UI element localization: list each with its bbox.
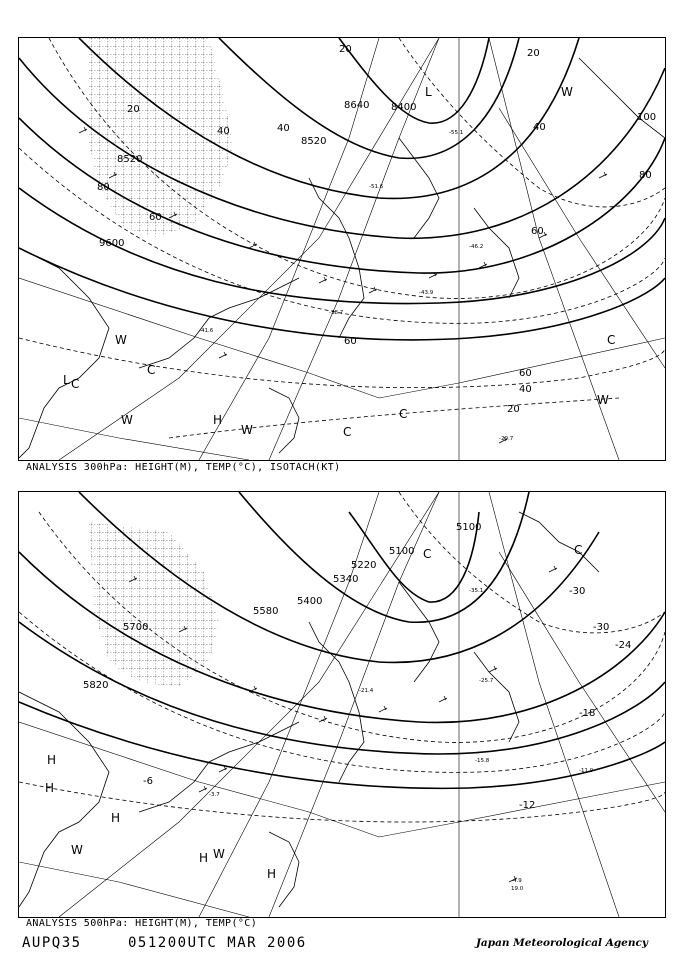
isotach-label-20b: 20	[507, 404, 520, 415]
isotach-label-40c: 40	[277, 123, 290, 134]
center-w-3: W	[241, 423, 253, 437]
isotach-label-40d: 40	[533, 122, 546, 133]
height-label-8400: 8400	[391, 102, 417, 113]
temp-label-30: -30	[593, 622, 610, 633]
center-w-5: W	[561, 85, 573, 99]
center-h-5: H	[45, 781, 55, 795]
plateau-hatch	[89, 522, 219, 687]
station-value-6: -51.6	[369, 184, 384, 190]
isotach-label-80b: 80	[97, 182, 110, 193]
isotach-label-60c: 60	[519, 368, 532, 379]
height-label-9600: 9600	[99, 238, 125, 249]
temp-label-12: -12	[519, 800, 536, 811]
center-c-2: C	[71, 377, 80, 391]
isotach-label-20c: 20	[339, 44, 352, 55]
station-value-1: -29.7	[499, 436, 514, 442]
height-label-5820: 5820	[83, 680, 109, 691]
height-label-5580: 5580	[253, 606, 279, 617]
isotach-label-20d: 20	[527, 48, 540, 59]
center-c-3: C	[399, 407, 408, 421]
map-300hpa-canvas	[19, 38, 665, 460]
center-c-5: C	[607, 333, 616, 347]
station-value-5: -15.8	[475, 758, 490, 764]
isotach-label-40b: 40	[519, 384, 532, 395]
center-c-1: C	[423, 547, 432, 561]
height-label-8520-west: 8520	[117, 154, 143, 165]
center-h: H	[213, 413, 223, 427]
isotach-label-20: 20	[127, 104, 140, 115]
height-label-5340: 5340	[333, 574, 359, 585]
height-label-5100-b: 5100	[456, 522, 482, 533]
isotach-label-40: 40	[217, 126, 230, 137]
center-l: L	[425, 85, 432, 99]
center-w-1: W	[115, 333, 127, 347]
center-h-2: H	[111, 811, 121, 825]
height-label-5400: 5400	[297, 596, 323, 607]
temp-label-24: -24	[615, 640, 632, 651]
isotach-label-60: 60	[149, 212, 162, 223]
isotach-label-60b: 60	[344, 336, 357, 347]
center-c-2: C	[574, 543, 583, 557]
center-h-4: H	[267, 867, 277, 881]
center-h-3: H	[199, 851, 209, 865]
station-value-1: -4.9	[511, 878, 522, 884]
map-500hpa-panel	[18, 491, 666, 918]
plateau-hatch	[87, 38, 234, 238]
height-label-8640: 8640	[344, 100, 370, 111]
caption-300hpa: ANALYSIS 300hPa: HEIGHT(M), TEMP(°C), ISOTACH(KT)	[26, 462, 341, 473]
agency-credit: Japan Meteorological Agency	[475, 937, 648, 949]
station-value-4: -11.9	[579, 768, 594, 774]
temp-label-30b: -30	[569, 586, 586, 597]
isotach-label-80: 80	[639, 170, 652, 181]
station-value-5: -46.2	[469, 244, 484, 250]
height-label-8520-east: 8520	[301, 136, 327, 147]
center-w-1: W	[71, 843, 83, 857]
center-c-4: C	[343, 425, 352, 439]
station-value-8: -35.1	[469, 588, 484, 594]
station-value-3: -3.7	[209, 792, 220, 798]
station-value-2: -41.6	[199, 328, 214, 334]
chart-code: AUPQ35	[22, 935, 82, 951]
station-value-7: -55.1	[449, 130, 464, 136]
temp-label-6: -6	[143, 776, 153, 787]
valid-time: 051200UTC MAR 2006	[128, 935, 307, 951]
height-label-5100-a: 5100	[389, 546, 415, 557]
center-w-2: W	[213, 847, 225, 861]
height-label-5700: 5700	[123, 622, 149, 633]
center-c-1: C	[147, 363, 156, 377]
temp-label-18: -18	[579, 708, 596, 719]
center-h-1: H	[47, 753, 57, 767]
center-w-4: W	[597, 393, 609, 407]
isotach-label-100: 100	[637, 112, 657, 123]
center-l-2: L	[63, 373, 70, 387]
center-w-2: W	[121, 413, 133, 427]
station-value-6: -21.4	[359, 688, 374, 694]
map-500hpa-canvas	[19, 492, 665, 917]
station-value-2: 19.0	[511, 886, 524, 892]
station-value-3: -38.7	[329, 310, 344, 316]
station-value-7: -25.7	[479, 678, 494, 684]
caption-500hpa: ANALYSIS 500hPa: HEIGHT(M), TEMP(°C)	[26, 918, 258, 929]
map-300hpa-panel	[18, 37, 666, 461]
height-label-5220: 5220	[351, 560, 377, 571]
station-value-4: -43.9	[419, 290, 434, 296]
isotach-label-60d: 60	[531, 226, 544, 237]
